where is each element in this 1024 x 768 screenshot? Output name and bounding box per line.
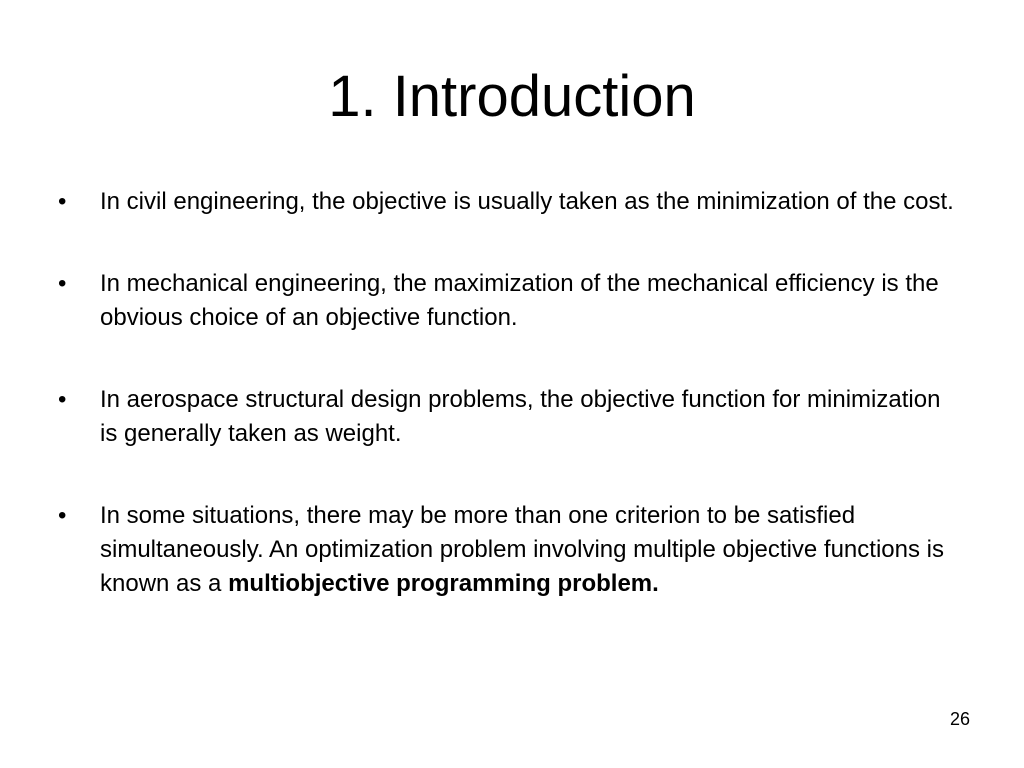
bullet-item-civil-engineering xyxy=(58,185,958,219)
slide-title: 1. Introduction xyxy=(328,64,696,129)
bullet-icon: • xyxy=(58,188,67,215)
bullet-icon: • xyxy=(58,386,67,413)
bullet-text: In aerospace structural design problems, the objective function for minimization is generally taken as weight. xyxy=(100,386,941,447)
page-number: 26 xyxy=(949,709,970,729)
bullet-text: In mechanical engineering, the maximization of the mechanical efficiency is the obvious choice of an objective function. xyxy=(100,270,939,331)
bullet-text: In civil engineering, the objective is usually taken as the minimization of the cost. xyxy=(100,188,954,215)
bullet-item-mechanical-engineering xyxy=(58,267,958,335)
bullet-item-multiobjective xyxy=(58,499,958,601)
bullet-icon: • xyxy=(58,270,67,297)
bullet-emphasis: multiobjective programming problem. xyxy=(228,570,659,597)
bullet-text: In some situations, there may be more than one criterion to be satisfied simultaneously. An optimization problem involving multiple objective functions is known as a xyxy=(100,502,944,597)
bullet-list xyxy=(58,185,958,601)
bullet-icon: • xyxy=(58,502,67,529)
bullet-item-aerospace-design xyxy=(58,383,958,451)
